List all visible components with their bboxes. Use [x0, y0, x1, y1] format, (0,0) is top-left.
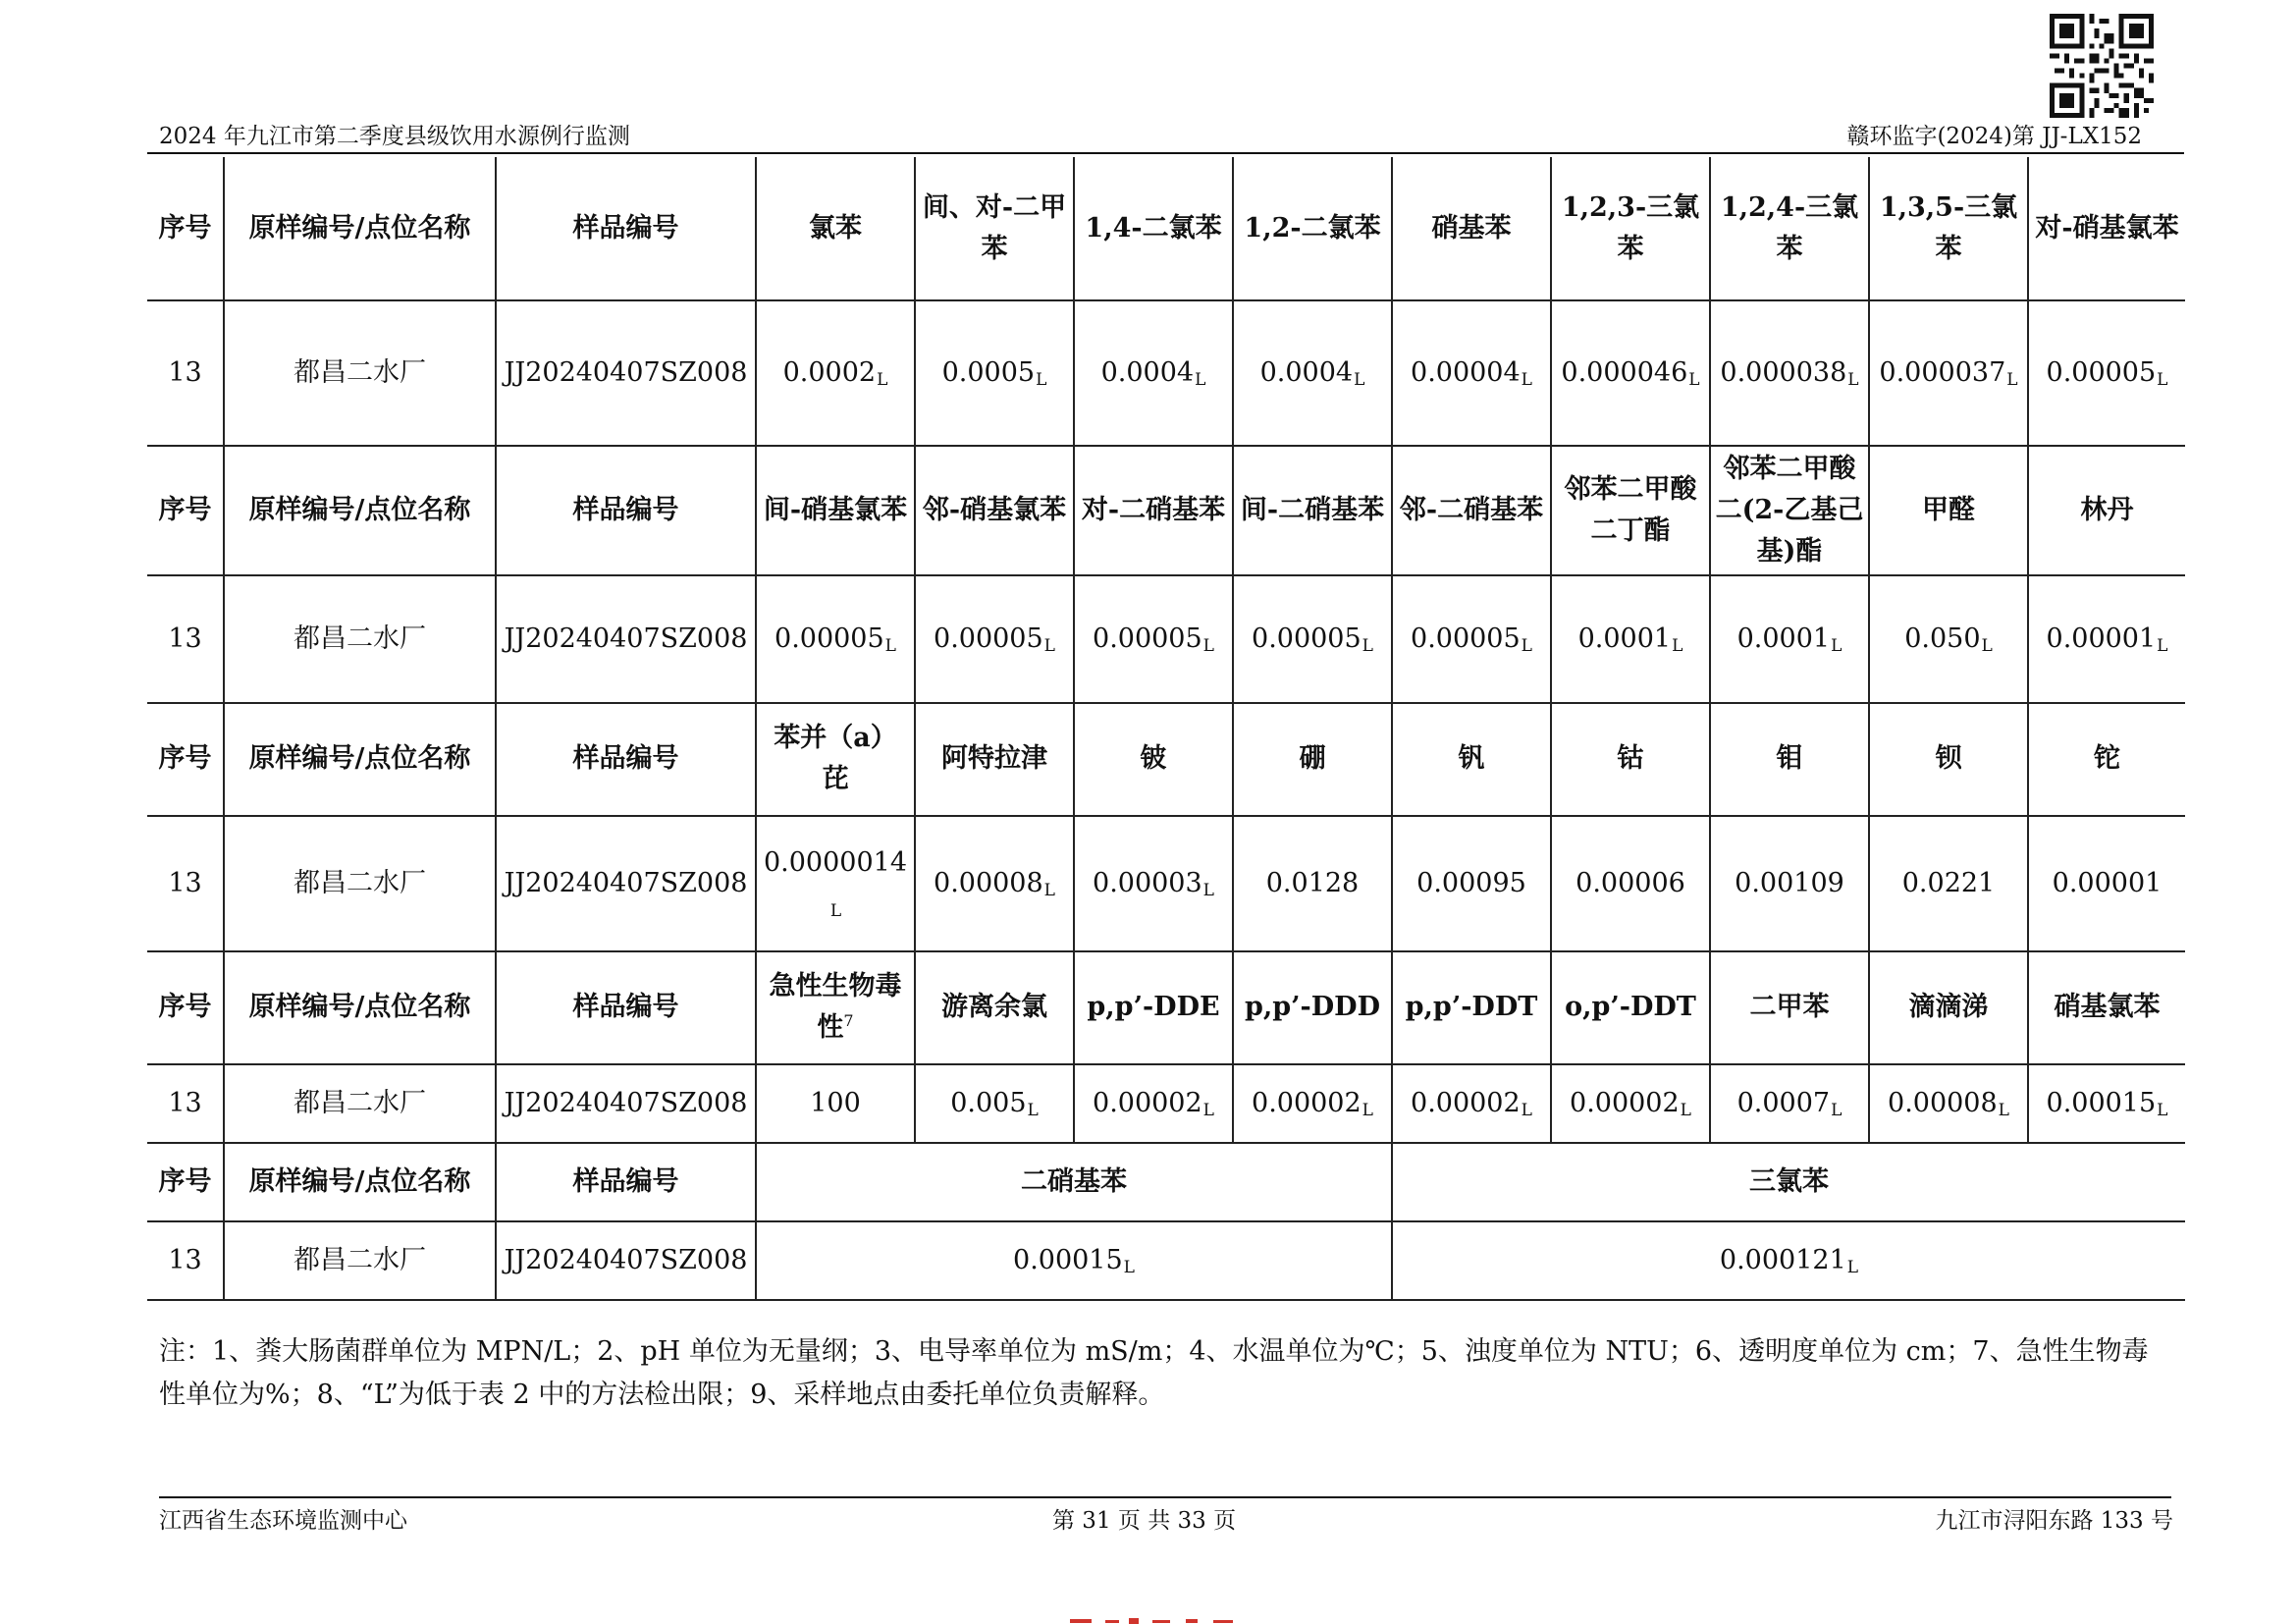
result-value: 0.0002 — [782, 357, 877, 389]
below-detection-flag: L — [1847, 370, 1859, 391]
below-detection-flag: L — [1680, 1100, 1691, 1120]
result-value: 0.00005 — [934, 623, 1043, 654]
sample-point: 都昌二水厂 — [224, 1064, 496, 1143]
sample-id: JJ20240407SZ008 — [496, 1221, 756, 1300]
parameter-name: 铊 — [2094, 743, 2120, 775]
result-cell — [756, 1064, 915, 1143]
parameter-header — [1551, 703, 1710, 816]
table-header-row — [147, 446, 2185, 575]
sample-seq: 13 — [147, 1064, 224, 1143]
col-seq-header: 序号 — [147, 157, 224, 300]
parameter-header — [756, 951, 915, 1064]
result-cell — [1551, 816, 1710, 951]
parameter-header — [1551, 951, 1710, 1064]
parameter-name: o,p’-DDT — [1565, 992, 1696, 1023]
result-value: 0.0221 — [1901, 867, 1996, 898]
sample-point: 都昌二水厂 — [224, 1221, 496, 1300]
result-value: 0.00015 — [1013, 1244, 1123, 1275]
below-detection-flag: L — [1362, 1100, 1373, 1120]
parameter-header — [1392, 951, 1551, 1064]
parameter-name: p,p’-DDE — [1087, 992, 1220, 1023]
result-cell — [756, 1221, 1392, 1300]
result-value: 0.00005 — [1411, 623, 1521, 654]
parameter-name: 间-二硝基苯 — [1240, 494, 1385, 525]
result-cell — [1869, 816, 2028, 951]
result-cell — [1710, 1064, 1869, 1143]
parameter-name: 邻-二硝基苯 — [1399, 494, 1544, 525]
sample-seq: 13 — [147, 300, 224, 446]
parameter-name: 邻苯二甲酸二(2-乙基己基)酯 — [1715, 454, 1864, 567]
result-cell — [756, 575, 915, 703]
table-row — [147, 300, 2185, 446]
result-value: 0.00002 — [1252, 1087, 1362, 1118]
parameter-header — [1551, 157, 1710, 300]
result-cell — [1869, 1064, 2028, 1143]
col-point-header: 原样编号/点位名称 — [224, 1143, 496, 1221]
parameter-header — [1392, 1143, 2185, 1221]
parameter-name: 对-二硝基苯 — [1081, 494, 1226, 525]
parameter-header — [1710, 951, 1869, 1064]
parameter-header — [1233, 157, 1392, 300]
result-value: 0.0004 — [1259, 357, 1354, 389]
sample-id: JJ20240407SZ008 — [496, 816, 756, 951]
parameter-header — [1074, 703, 1233, 816]
col-seq-header: 序号 — [147, 446, 224, 575]
parameter-header — [756, 157, 915, 300]
result-cell — [1551, 1064, 1710, 1143]
col-id-header: 样品编号 — [496, 703, 756, 816]
parameter-name: 钡 — [1935, 743, 1962, 775]
table-row — [147, 1064, 2185, 1143]
parameter-header — [2028, 446, 2185, 575]
result-cell — [1074, 1064, 1233, 1143]
result-cell — [1710, 816, 1869, 951]
result-value: 0.0001 — [1577, 623, 1672, 654]
below-detection-flag: L — [2006, 370, 2018, 391]
parameter-name: 三氯苯 — [1749, 1165, 1829, 1197]
below-detection-flag: L — [2157, 635, 2168, 656]
qr-code — [2050, 14, 2154, 118]
result-value: 0.00109 — [1735, 867, 1844, 898]
stamp-fragment — [1070, 1618, 1237, 1624]
parameter-header — [915, 951, 1074, 1064]
parameter-header — [1074, 951, 1233, 1064]
parameter-name: 铍 — [1140, 743, 1167, 775]
below-detection-flag: L — [1123, 1257, 1135, 1277]
col-point-header: 原样编号/点位名称 — [224, 157, 496, 300]
parameter-name: p,p’-DDT — [1405, 992, 1538, 1023]
parameter-name: 硝基苯 — [1431, 212, 1512, 244]
result-cell — [1392, 816, 1551, 951]
result-cell — [1869, 300, 2028, 446]
parameter-name: 硼 — [1299, 743, 1326, 775]
result-cell — [2028, 1064, 2185, 1143]
sample-seq: 13 — [147, 816, 224, 951]
below-detection-flag: L — [1202, 1100, 1214, 1120]
below-detection-flag: L — [829, 900, 842, 921]
parameter-name: 林丹 — [2080, 494, 2134, 525]
parameter-name: 间-硝基氯苯 — [763, 494, 908, 525]
result-value: 0.00008 — [934, 867, 1043, 898]
result-value: 0.00008 — [1888, 1087, 1998, 1118]
report-title: 2024 年九江市第二季度县级饮用水源例行监测 — [159, 124, 630, 149]
parameter-name: 氯苯 — [809, 212, 862, 244]
header-divider — [147, 152, 2184, 154]
result-value: 0.000038 — [1720, 357, 1847, 389]
below-detection-flag: L — [1521, 1100, 1532, 1120]
footer-org: 江西省生态环境监测中心 — [159, 1508, 407, 1534]
result-value: 100 — [810, 1087, 861, 1118]
result-value: 0.00002 — [1093, 1087, 1202, 1118]
sample-point: 都昌二水厂 — [224, 816, 496, 951]
parameter-header — [756, 1143, 1392, 1221]
result-value: 0.0128 — [1265, 867, 1360, 898]
result-value: 0.00005 — [2046, 357, 2157, 389]
table-row — [147, 1221, 2185, 1300]
below-detection-flag: L — [1672, 635, 1683, 656]
parameter-header — [915, 157, 1074, 300]
parameter-header — [1233, 703, 1392, 816]
col-id-header: 样品编号 — [496, 1143, 756, 1221]
result-value: 0.000037 — [1879, 357, 2006, 389]
table-row — [147, 816, 2185, 951]
result-value: 0.005 — [950, 1087, 1027, 1118]
below-detection-flag: L — [1688, 370, 1700, 391]
parameter-header — [1074, 157, 1233, 300]
result-cell — [1074, 300, 1233, 446]
below-detection-flag: L — [2157, 1100, 2168, 1120]
below-detection-flag: L — [1981, 635, 1993, 656]
below-detection-flag: L — [1846, 1257, 1859, 1277]
result-value: 0.00002 — [1411, 1087, 1521, 1118]
result-value: 0.0001 — [1736, 623, 1831, 654]
col-seq-header: 序号 — [147, 703, 224, 816]
result-cell — [1710, 575, 1869, 703]
parameter-header — [1074, 446, 1233, 575]
col-id-header: 样品编号 — [496, 157, 756, 300]
table-header-row — [147, 703, 2185, 816]
result-value: 0.00095 — [1416, 867, 1526, 898]
result-value: 0.0007 — [1736, 1087, 1831, 1118]
col-id-header: 样品编号 — [496, 446, 756, 575]
parameter-name: 钴 — [1617, 743, 1644, 775]
parameter-name: 1,2,4-三氯苯 — [1720, 191, 1859, 264]
parameter-header — [756, 703, 915, 816]
parameter-header — [1392, 157, 1551, 300]
col-seq-header: 序号 — [147, 951, 224, 1064]
result-cell — [1551, 300, 1710, 446]
col-point-header: 原样编号/点位名称 — [224, 446, 496, 575]
parameter-header — [1392, 703, 1551, 816]
below-detection-flag: L — [1362, 635, 1373, 656]
below-detection-flag: L — [1354, 370, 1365, 391]
result-value: 0.00001 — [2052, 867, 2163, 898]
sample-seq: 13 — [147, 575, 224, 703]
result-cell — [1233, 1064, 1392, 1143]
table-header-row — [147, 951, 2185, 1064]
result-cell — [1074, 575, 1233, 703]
result-cell — [1710, 300, 1869, 446]
below-detection-flag: L — [1202, 635, 1214, 656]
below-detection-flag: L — [2157, 370, 2168, 391]
parameter-header — [1869, 951, 2028, 1064]
parameter-name: 甲醛 — [1922, 494, 1975, 525]
col-seq-header: 序号 — [147, 1143, 224, 1221]
below-detection-flag: L — [1195, 370, 1206, 391]
result-cell — [1551, 575, 1710, 703]
sample-seq: 13 — [147, 1221, 224, 1300]
parameter-header — [915, 446, 1074, 575]
result-value: 0.00006 — [1575, 867, 1685, 898]
col-point-header: 原样编号/点位名称 — [224, 703, 496, 816]
parameter-header — [1869, 703, 2028, 816]
sample-point: 都昌二水厂 — [224, 575, 496, 703]
footer-address: 九江市浔阳东路 133 号 — [1935, 1508, 2173, 1534]
sample-id: JJ20240407SZ008 — [496, 300, 756, 446]
result-value: 0.00002 — [1570, 1087, 1680, 1118]
below-detection-flag: L — [1202, 880, 1214, 900]
parameter-name: 钼 — [1776, 743, 1803, 775]
result-value: 0.000046 — [1561, 357, 1688, 389]
parameter-header — [2028, 157, 2185, 300]
parameter-name: 急性生物毒性 — [769, 971, 902, 1044]
result-value: 0.050 — [1904, 623, 1981, 654]
parameter-header — [756, 446, 915, 575]
result-cell — [1074, 816, 1233, 951]
below-detection-flag: L — [1043, 635, 1055, 656]
result-value: 0.0000014 — [763, 846, 907, 878]
result-cell — [915, 300, 1074, 446]
results-table — [147, 157, 2185, 1301]
result-cell — [1233, 575, 1392, 703]
result-cell — [2028, 300, 2185, 446]
result-value: 0.00004 — [1411, 357, 1521, 389]
document-number: 赣环监字(2024)第 JJ-LX152 — [1846, 124, 2142, 149]
parameter-name: 滴滴涕 — [1908, 992, 1989, 1023]
result-value: 0.0005 — [941, 357, 1036, 389]
footnote-ref: 7 — [843, 1011, 854, 1031]
col-id-header: 样品编号 — [496, 951, 756, 1064]
parameter-header — [1233, 951, 1392, 1064]
parameter-name: 1,3,5-三氯苯 — [1879, 191, 2018, 264]
parameter-name: 邻苯二甲酸二丁酯 — [1564, 473, 1697, 546]
parameter-name: 邻-硝基氯苯 — [922, 494, 1067, 525]
result-value: 0.00005 — [1252, 623, 1362, 654]
parameter-header — [1710, 157, 1869, 300]
below-detection-flag: L — [1998, 1100, 2009, 1120]
result-cell — [915, 575, 1074, 703]
table-header-row — [147, 1143, 2185, 1221]
below-detection-flag: L — [1036, 370, 1047, 391]
below-detection-flag: L — [877, 370, 888, 391]
parameter-header — [1710, 446, 1869, 575]
parameter-header — [1869, 446, 2028, 575]
result-cell — [2028, 816, 2185, 951]
below-detection-flag: L — [1521, 635, 1532, 656]
below-detection-flag: L — [884, 635, 896, 656]
parameter-name: 二甲苯 — [1749, 992, 1830, 1023]
result-cell — [756, 300, 915, 446]
sample-point: 都昌二水厂 — [224, 300, 496, 446]
parameter-header — [2028, 951, 2185, 1064]
parameter-name: p,p’-DDD — [1244, 992, 1380, 1023]
result-cell — [2028, 575, 2185, 703]
parameter-header — [915, 703, 1074, 816]
below-detection-flag: L — [1521, 370, 1532, 391]
parameter-name: 二硝基苯 — [1021, 1165, 1127, 1197]
parameter-name: 阿特拉津 — [941, 743, 1047, 775]
footnote: 注：1、粪大肠菌群单位为 MPN/L；2、pH 单位为无量纲；3、电导率单位为 mS/m；4、水温单位为℃；5、浊度单位为 NTU；6、透明度单位为 cm；7、急性生物毒性单位为%；8、“L”为低于表 2 中的方法检出限；9、采样地点由委托单位负责解释。 — [159, 1336, 2149, 1410]
result-value: 0.00015 — [2046, 1087, 2157, 1118]
parameter-header — [1233, 446, 1392, 575]
parameter-header — [1710, 703, 1869, 816]
result-value: 0.00003 — [1093, 867, 1202, 898]
parameter-header — [1551, 446, 1710, 575]
result-cell — [915, 1064, 1074, 1143]
col-point-header: 原样编号/点位名称 — [224, 951, 496, 1064]
parameter-name: 1,2-二氯苯 — [1244, 212, 1381, 244]
below-detection-flag: L — [1831, 635, 1842, 656]
table-header-row — [147, 157, 2185, 300]
below-detection-flag: L — [1043, 880, 1055, 900]
parameter-name: 间、对-二甲苯 — [922, 191, 1067, 264]
table-row — [147, 575, 2185, 703]
below-detection-flag: L — [1027, 1100, 1039, 1120]
parameter-header — [2028, 703, 2185, 816]
result-cell — [1233, 300, 1392, 446]
result-cell — [1392, 1064, 1551, 1143]
sample-id: JJ20240407SZ008 — [496, 575, 756, 703]
parameter-name: 硝基氯苯 — [2054, 992, 2161, 1023]
result-value: 0.000121 — [1719, 1244, 1846, 1275]
result-cell — [756, 816, 915, 951]
result-value: 0.00001 — [2046, 623, 2157, 654]
parameter-name: 1,4-二氯苯 — [1085, 212, 1222, 244]
result-cell — [1392, 1221, 2185, 1300]
below-detection-flag: L — [1831, 1100, 1842, 1120]
result-value: 0.00005 — [774, 623, 884, 654]
result-value: 0.00005 — [1093, 623, 1202, 654]
result-cell — [915, 816, 1074, 951]
parameter-name: 1,2,3-三氯苯 — [1561, 191, 1700, 264]
parameter-name: 对-硝基氯苯 — [2035, 212, 2179, 244]
result-cell — [1392, 300, 1551, 446]
sample-id: JJ20240407SZ008 — [496, 1064, 756, 1143]
footer-divider — [159, 1496, 2171, 1498]
result-cell — [1233, 816, 1392, 951]
parameter-name: 苯并（a）芘 — [774, 723, 897, 795]
page-number: 第 31 页 共 33 页 — [1052, 1508, 1237, 1534]
result-value: 0.0004 — [1100, 357, 1195, 389]
parameter-name: 游离余氯 — [941, 992, 1047, 1023]
result-cell — [1869, 575, 2028, 703]
parameter-header — [1392, 446, 1551, 575]
parameter-header — [1869, 157, 2028, 300]
parameter-name: 钒 — [1458, 743, 1485, 775]
result-cell — [1392, 575, 1551, 703]
